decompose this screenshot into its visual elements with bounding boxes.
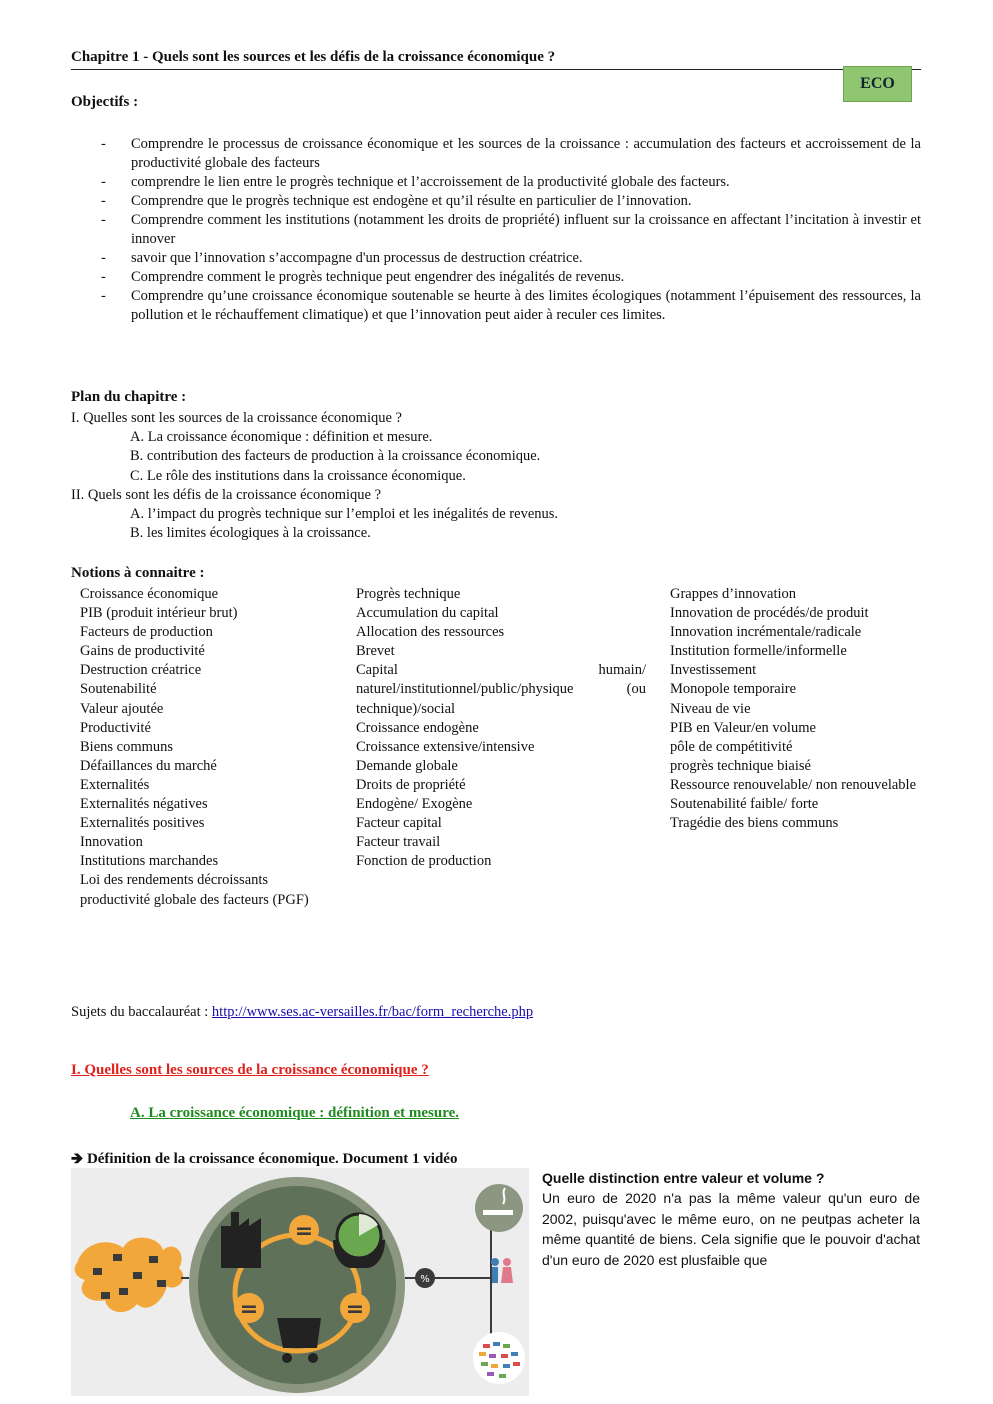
notion-item: Droits de propriété [356,776,466,793]
smoke-icon [503,1188,505,1204]
bac-line [71,1004,533,1021]
notion-item: Investissement [670,662,757,679]
plan-sub-item: B. contribution des facteurs de production à la croissance économique. [130,448,541,465]
notions-column-3 [670,585,930,833]
notion-item: Tragédie des biens communs [670,815,839,832]
notion-item: Monopole temporaire [670,681,797,698]
person-icon [491,1258,499,1266]
plan-list [71,409,921,543]
plan-part-2: II. Quels sont les défis de la croissance économique ? [71,486,382,503]
notion-item: Productivité [80,719,151,736]
consumption-goods-badge [475,1184,523,1232]
notion-item: Fonction de production [356,853,492,870]
notion-item: pôle de compétitivité [670,738,793,755]
notion-item: Progrès technique [356,586,461,602]
objective-item: - Comprendre que le progrès technique est endogène et qu’il résulte en particulier de l’innovation. [101,193,692,209]
eco-badge: ECO [843,66,912,102]
plan-sub-item: B. les limites écologiques à la croissance. [130,525,371,542]
factory-icon [93,1268,102,1275]
notion-item: Capital humain/ naturel/institutionnel/public/physique (ou technique)/social [356,662,646,717]
notion-item: progrès technique biaisé [670,757,811,774]
notion-item: Croissance endogène [356,719,479,736]
value-volume-box [542,1168,920,1270]
growth-illustration [71,1168,529,1396]
notion-item: Allocation des ressources [356,624,505,641]
plan-sub-item: A. La croissance économique : définition et mesure. [130,429,433,446]
notion-item: Biens communs [80,738,174,755]
plan-sub-item: A. l’impact du progrès technique sur l’emploi et les inégalités de revenus. [130,506,559,523]
factory-icon [101,1292,110,1299]
title-divider [71,69,921,70]
notion-item: Croissance extensive/intensive [356,738,535,755]
bac-label: Sujets du baccalauréat : [71,1004,212,1020]
notion-item: Innovation [80,834,143,851]
factory-icon [149,1256,158,1263]
notion-item: Innovation de procédés/de produit [670,605,869,622]
plan-part-1: I. Quelles sont les sources de la croissance économique ? [71,410,402,426]
growth-illustration-svg [71,1168,529,1396]
plan-heading: Plan du chapitre : [71,389,187,405]
notion-item: Soutenabilité [80,681,157,698]
notion-item: Facteur capital [356,815,442,832]
document-title: Définition de la croissance économique. Document 1 vidéo [86,1151,458,1167]
notion-item: productivité globale des facteurs (PGF) [80,891,309,908]
notion-item: Endogène/ Exogène [356,796,473,813]
expenditure-cart-icon [277,1318,321,1348]
section-1-title: I. Quelles sont les sources de la croissance économique ? [71,1062,429,1078]
notions-column-2 [356,585,646,871]
notion-item: Valeur ajoutée [80,700,164,717]
notion-item: Brevet [356,643,395,660]
equals-sign: = [239,1297,259,1322]
notion-item: Niveau de vie [670,700,751,717]
objective-item: - savoir que l’innovation s’accompagne d'un processus de destruction créatrice. [101,250,583,266]
notion-item: Grappes d’innovation [670,586,797,602]
cart-wheel [282,1353,292,1363]
notion-item: Défaillances du marché [80,757,217,774]
notion-item: Loi des rendements décroissants [80,872,269,889]
notion-item: Institutions marchandes [80,853,219,870]
equals-sign: = [345,1297,365,1322]
chapter-title: Chapitre 1 - Quels sont les sources et les défis de la croissance économique ? [71,49,556,65]
notion-item: PIB en Valeur/en volume [670,719,816,736]
person-icon [501,1267,513,1283]
value-volume-heading: Quelle distinction entre valeur et volume ? [542,1170,825,1186]
notions-column-1 [80,585,337,910]
notions-heading: Notions à connaitre : [71,565,205,581]
cigarette-icon [483,1210,513,1215]
notion-item: Accumulation du capital [356,605,499,622]
objective-item: - comprendre le lien entre le progrès technique et l’accroissement de la productivité globale des facteurs. [101,174,730,190]
objective-item: - Comprendre le processus de croissance économique et les sources de la croissance : accumulation des facteurs et accroissement de la productivité globale des facteurs [101,136,921,171]
notion-item: Soutenabilité faible/ forte [670,796,819,813]
cart-wheel [308,1353,318,1363]
arrow-right-icon: 🡺 [71,1149,84,1167]
notion-item: Destruction créatrice [80,662,202,679]
notion-item: Demande globale [356,757,458,774]
percent-symbol: % [420,1274,430,1285]
person-icon [492,1267,498,1283]
subsection-a-title: A. La croissance économique : définition et mesure. [130,1105,459,1121]
factory-icon [157,1280,166,1287]
objective-item: - Comprendre comment les institutions (notamment les droits de propriété) influent sur la croissance en affectant l’incitation à investir et innover [101,212,921,247]
value-volume-text: Un euro de 2020 n'a pas la même valeur qu'un euro de 2002, puisqu'avec le même euro, on ne peutpas acheter la même quantité de biens. Cela signifie que le pouvoir d'achat d'un euro de 2020 est plusfaible que [542,1190,920,1268]
notion-item: Innovation incrémentale/radicale [670,624,862,641]
notion-item: Externalités [80,776,150,793]
person-icon [503,1258,511,1266]
factory-icon [133,1272,142,1279]
equals-sign: = [294,1219,314,1244]
plan-sub-item: C. Le rôle des institutions dans la croissance économique. [130,467,466,484]
notion-item: Facteurs de production [80,624,213,641]
factory-icon [113,1254,122,1261]
notion-item: Facteur travail [356,834,441,851]
objective-item: - Comprendre qu’une croissance économique soutenable se heurte à des limites écologiques (notamment l’épuisement des ressources, la pollution et le réchauffement climatique) et que l’innovation peut aider à reculer ces limites. [101,288,921,323]
notion-item: Externalités négatives [80,796,208,813]
notion-item: Gains de productivité [80,643,205,660]
notion-item: Externalités positives [80,815,205,832]
objective-item: - Comprendre comment le progrès technique peut engendrer des inégalités de revenus. [101,269,625,285]
objectives-heading: Objectifs : [71,94,139,110]
notion-item: Ressource renouvelable/ non renouvelable [670,776,917,793]
notion-item: Institution formelle/informelle [670,643,847,660]
bac-link[interactable]: http://www.ses.ac-versailles.fr/bac/form_recherche.php [211,1004,534,1020]
objectives-list [71,135,921,325]
factory-icon [119,1288,128,1295]
notion-item: PIB (produit intérieur brut) [80,605,238,622]
notion-item: Croissance économique [80,586,219,602]
